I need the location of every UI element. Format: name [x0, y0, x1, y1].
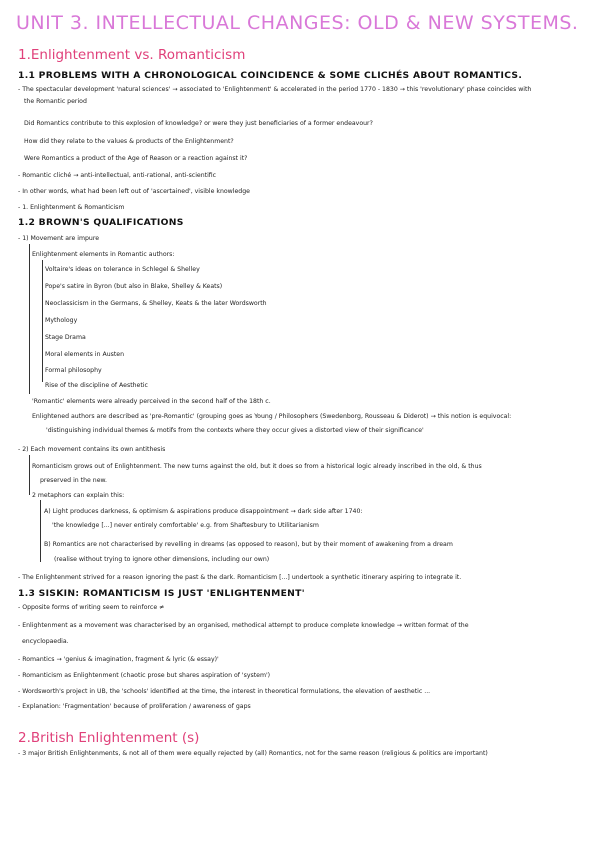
note-line: - 1. Enlightenment & Romanticism — [18, 204, 125, 211]
note-line: - Opposite forms of writing seem to reinforce ≠ — [18, 604, 165, 611]
note-line: A) Light produces darkness, & optimism & aspirations produce disappointment → dark side after 1740: — [44, 508, 363, 515]
note-line: - 3 major British Enlightenments, & not all of them were equally rejected by (all) Romantics, not for the same reason (religious & politics are important) — [18, 750, 488, 757]
note-line: - Romantic cliché → anti-intellectual, anti-rational, anti-scientific — [18, 172, 217, 179]
note-line: 'the knowledge [...] never entirely comfortable' e.g. from Shaftesbury to Utilitarianism — [52, 522, 319, 529]
note-line: Did Romantics contribute to this explosion of knowledge? or were they just beneficiaries of a former endeavour? — [24, 120, 373, 127]
note-line: the Romantic period — [24, 98, 87, 105]
note-line: - 1) Movement are impure — [18, 235, 100, 242]
note-line: 2 metaphors can explain this: — [32, 492, 125, 499]
note-line: - Romantics → 'genius & imagination, fragment & lyric (& essay)' — [18, 656, 219, 663]
list-item: Voltaire's ideas on tolerance in Schlegel & Shelley — [45, 266, 200, 273]
note-line: - Romanticism as Enlightenment (chaotic prose but shares aspiration of 'system') — [18, 672, 271, 679]
note-line: Enlightenment elements in Romantic authors: — [32, 251, 175, 258]
list-item: Rise of the discipline of Aesthetic — [45, 382, 148, 389]
note-line: - The spectacular development 'natural sciences' → associated to 'Enlightenment' & accelerated in the period 1770 - 1830 → this 'revolutionary' phase coincides with — [18, 86, 532, 93]
note-line: Were Romantics a product of the Age of Reason or a reaction against it? — [24, 155, 248, 162]
bracket-line — [29, 455, 30, 495]
note-line: - In other words, what had been left out of 'ascertained', visible knowledge — [18, 188, 250, 195]
note-line: - 2) Each movement contains its own antithesis — [18, 446, 166, 453]
list-item: Stage Drama — [45, 334, 86, 341]
note-line: - Explanation: 'Fragmentation' because of proliferation / awareness of gaps — [18, 703, 251, 710]
bracket-line — [40, 500, 41, 562]
bracket-line — [29, 244, 30, 394]
list-item: Mythology — [45, 317, 78, 324]
list-item: Neoclassicism in the Germans, & Shelley, Keats & the later Wordsworth — [45, 300, 267, 307]
list-item: Pope's satire in Byron (but also in Blake, Shelley & Keats) — [45, 283, 223, 290]
subsection-1-1-heading: 1.1 PROBLEMS WITH A CHRONOLOGICAL COINCIDENCE & SOME CLICHÉS ABOUT ROMANTICS. — [18, 70, 523, 81]
bracket-line — [42, 260, 43, 382]
note-line: 'Romantic' elements were already perceived in the second half of the 18th c. — [32, 398, 271, 405]
note-line: - The Enlightenment strived for a reason ignoring the past & the dark. Romanticism [...] undertook a synthetic itinerary aspiring to integrate it. — [18, 574, 462, 581]
list-item: Formal philosophy — [45, 367, 102, 374]
note-line: Romanticism grows out of Enlightenment. The new turns against the old, but it does so from a historical logic already inscribed in the old, & thus — [32, 463, 482, 470]
subsection-1-3-heading: 1.3 SISKIN: ROMANTICISM IS JUST 'ENLIGHTENMENT' — [18, 588, 305, 599]
note-line: 'distinguishing individual themes & motifs from the contexts where they occur gives a distorted view of their significance' — [46, 427, 424, 434]
subsection-1-2-heading: 1.2 BROWN'S QUALIFICATIONS — [18, 217, 184, 228]
note-line: - Enlightenment as a movement was characterised by an organised, methodical attempt to produce complete knowledge → written format of the — [18, 622, 469, 629]
note-line: encyclopaedia. — [22, 638, 69, 645]
list-item: Moral elements in Austen — [45, 351, 124, 358]
section2-heading: 2.British Enlightenment (s) — [18, 730, 200, 746]
note-line: - Wordsworth's project in UB, the 'schools' identified at the time, the interest in theoretical formulations, the elevation of aesthetic ... — [18, 688, 431, 695]
note-line: How did they relate to the values & products of the Enlightenment? — [24, 138, 234, 145]
unit-title: UNIT 3. INTELLECTUAL CHANGES: OLD & NEW SYSTEMS. — [16, 12, 579, 34]
section1-heading: 1.Enlightenment vs. Romanticism — [18, 47, 246, 63]
note-line: preserved in the new. — [40, 477, 107, 484]
note-line: (realise without trying to ignore other dimensions, including our own) — [54, 556, 270, 563]
note-line: B) Romantics are not characterised by revelling in dreams (as opposed to reason), but by their moment of awakening from a dream — [44, 541, 453, 548]
note-line: Enlightened authors are described as 'pre-Romantic' (grouping goes as Young / Philosophers (Swedenborg, Rousseau & Diderot) → this notion is equivocal: — [32, 413, 512, 420]
